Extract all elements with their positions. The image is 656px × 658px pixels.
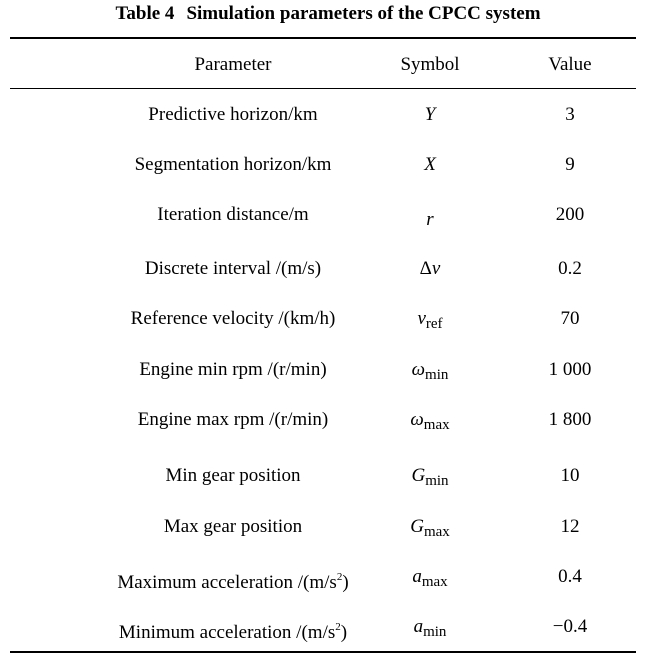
table-row — [10, 512, 636, 542]
symbol-subscript: max — [421, 574, 448, 590]
table-row — [10, 200, 636, 230]
symbol-base: r — [426, 209, 434, 230]
table-row — [10, 612, 636, 642]
symbol-base: ω — [411, 359, 426, 380]
symbol-cell — [378, 254, 482, 284]
symbol-base: X — [424, 154, 436, 175]
value-cell: 200 — [555, 204, 585, 225]
symbol-subscript: max — [423, 417, 450, 433]
parameter-superscript: 2 — [335, 621, 341, 633]
parameter-cell: Segmentation horizon/km — [134, 154, 332, 175]
value-cell: 0.2 — [558, 258, 582, 279]
table-row — [10, 254, 636, 284]
parameter-cell — [58, 562, 408, 598]
bottom-rule — [10, 651, 636, 653]
table-row — [10, 562, 636, 592]
symbol-base: a — [412, 566, 422, 587]
table-caption — [0, 3, 656, 25]
symbol-cell — [378, 512, 482, 547]
header-parameter: Parameter — [194, 54, 272, 75]
symbol-subscript: max — [423, 524, 450, 540]
parameter-close: ) — [342, 572, 349, 593]
symbol-subscript: min — [425, 473, 449, 489]
symbol-subscript: min — [425, 367, 449, 383]
parameter-cell: Predictive horizon/km — [148, 104, 318, 125]
table-row — [10, 100, 636, 130]
parameter-cell: Engine min rpm /(r/min) — [139, 359, 327, 380]
value-cell: 9 — [565, 154, 575, 175]
symbol-base: G — [410, 516, 424, 537]
parameter-close: ) — [340, 622, 348, 643]
parameter-cell: Max gear position — [163, 516, 303, 537]
parameter-cell: Engine max rpm /(r/min) — [137, 409, 329, 430]
top-rule — [10, 37, 636, 39]
table-row — [10, 150, 636, 180]
parameter-text: Maximum acceleration /(m/s — [117, 572, 337, 593]
symbol-cell — [378, 205, 482, 235]
caption-title: Simulation parameters of the CPCC system — [186, 3, 541, 24]
value-cell: 3 — [565, 104, 575, 125]
symbol-cell — [378, 405, 482, 440]
symbol-subscript: min — [423, 624, 447, 640]
parameter-cell: Discrete interval /(m/s) — [144, 258, 322, 279]
parameter-cell: Min gear position — [165, 465, 301, 486]
header-rule — [10, 88, 636, 89]
symbol-cell — [378, 612, 482, 647]
caption-label: Table 4 — [115, 3, 175, 24]
symbol-base: v — [417, 308, 426, 329]
symbol-base: v — [431, 258, 441, 279]
header-symbol: Symbol — [400, 54, 460, 75]
parameter-superscript: 2 — [336, 571, 343, 583]
table-row — [10, 461, 636, 491]
symbol-base: ω — [410, 409, 424, 430]
table-row — [10, 304, 636, 334]
parameter-cell: Reference velocity /(km/h) — [130, 308, 336, 329]
symbol-cell — [378, 304, 482, 339]
header-value: Value — [548, 54, 592, 75]
symbol-subscript: ref — [425, 316, 443, 332]
parameter-cell: Iteration distance/m — [157, 204, 309, 225]
value-cell: 12 — [560, 516, 580, 537]
parameter-cell — [58, 612, 408, 648]
parameter-text: Minimum acceleration /(m/s — [118, 622, 336, 643]
value-cell: −0.4 — [552, 616, 588, 637]
table-row — [10, 355, 636, 385]
symbol-cell — [378, 461, 482, 496]
table-header-row — [10, 50, 636, 80]
value-cell: 10 — [560, 465, 580, 486]
symbol-cell — [378, 100, 482, 130]
symbol-base: a — [413, 616, 424, 637]
value-cell: 1 800 — [548, 409, 592, 430]
symbol-cell — [378, 150, 482, 180]
value-cell: 70 — [560, 308, 580, 329]
delta-symbol: Δ — [419, 258, 432, 279]
table-row — [10, 405, 636, 435]
symbol-base: Y — [424, 104, 436, 125]
symbol-cell — [378, 355, 482, 390]
value-cell: 0.4 — [558, 566, 582, 587]
symbol-cell — [378, 562, 482, 597]
value-cell: 1 000 — [548, 359, 592, 380]
symbol-base: G — [411, 465, 426, 486]
